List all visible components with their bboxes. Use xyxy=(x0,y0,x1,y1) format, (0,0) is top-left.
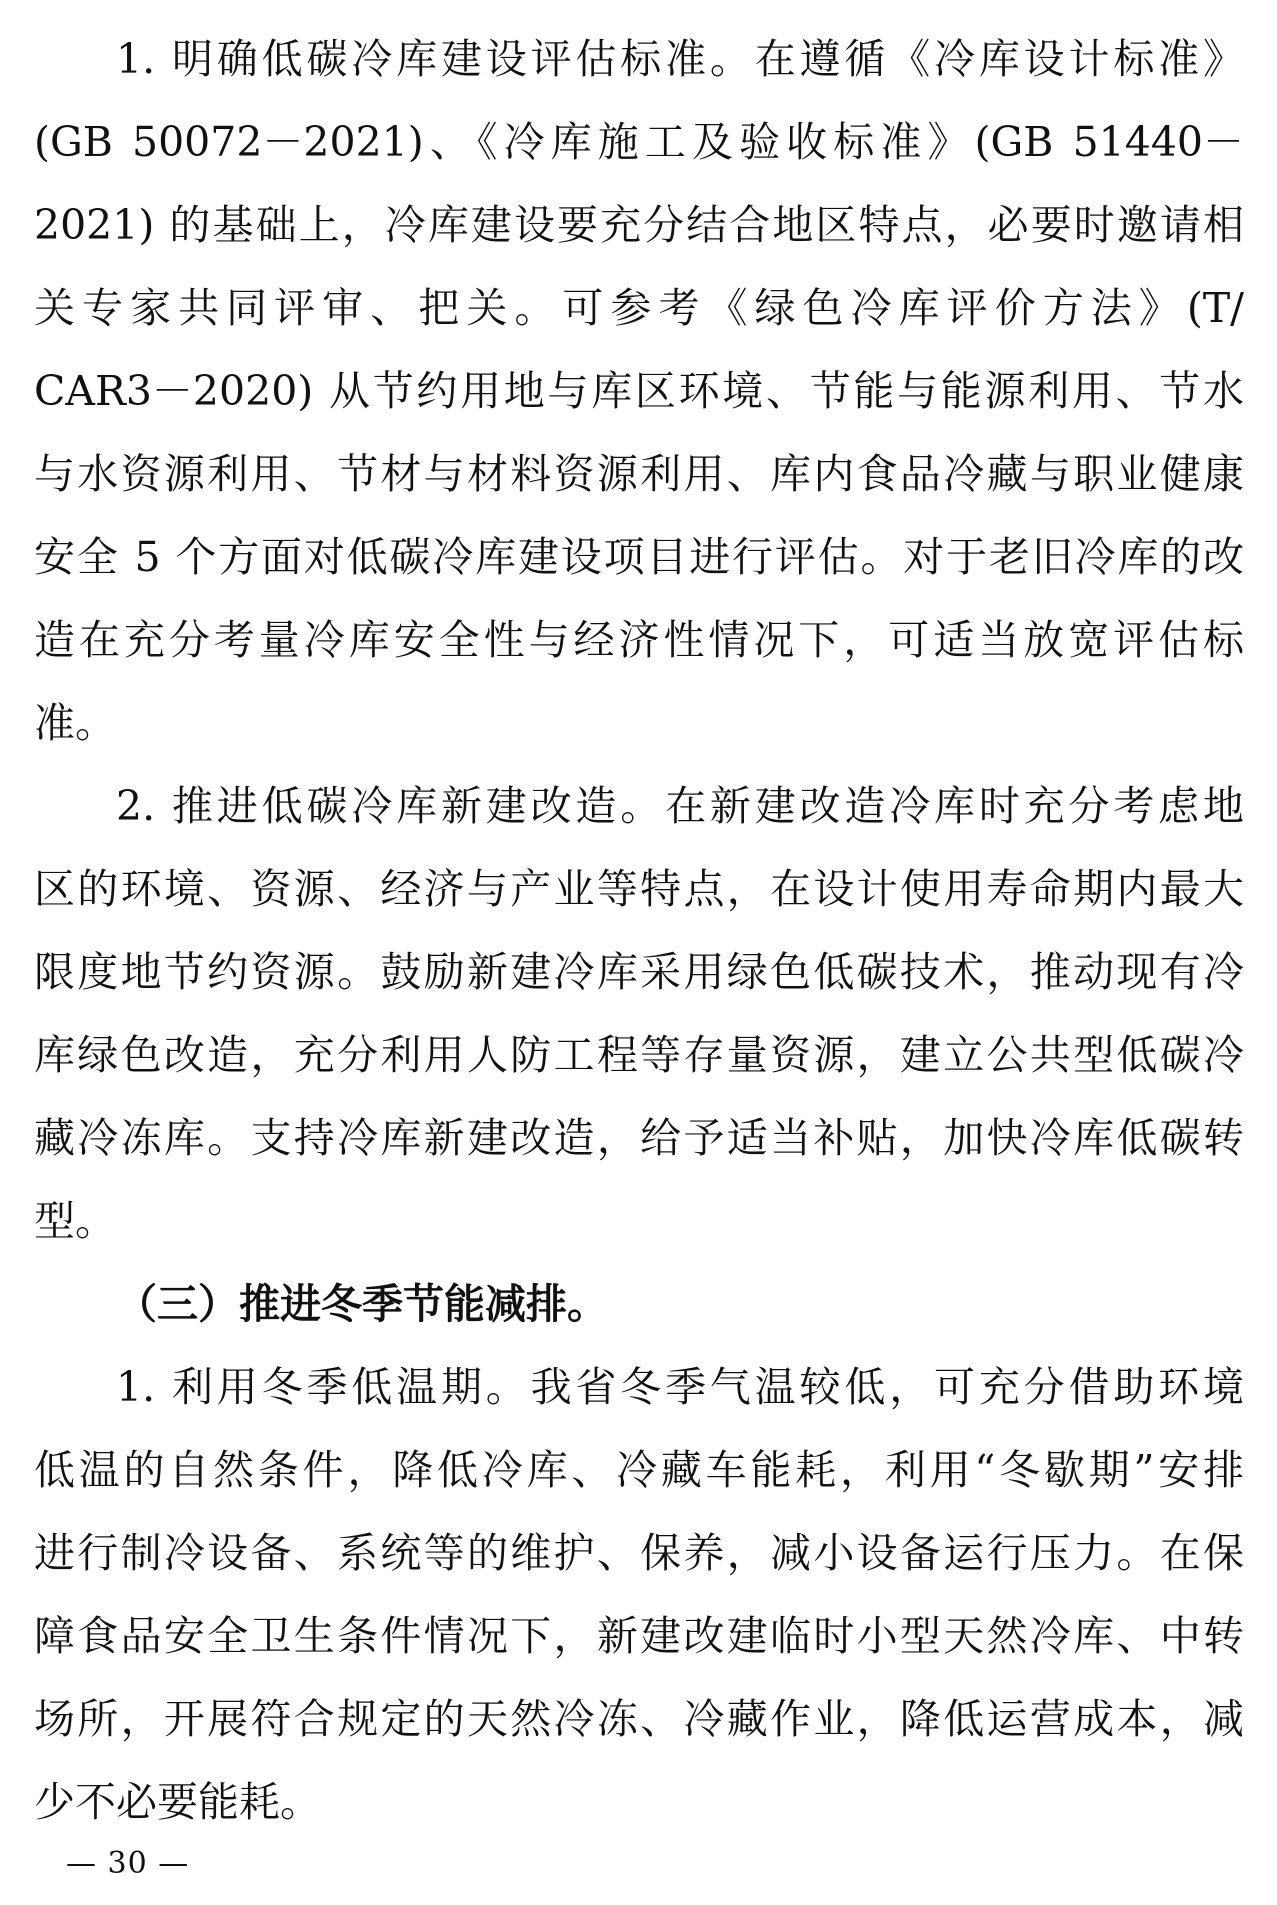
paragraph-3-line-3: 进行制冷设备、系统等的维护、保养，减小设备运行压力。在保 xyxy=(34,1529,1244,1577)
paragraph-1-line-1: 1. 明确低碳冷库建设评估标准。在遵循《冷库设计标准》 xyxy=(116,35,1244,83)
paragraph-1-line-4: 关专家共同评审、把关。可参考《绿色冷库评价方法》(T/ xyxy=(34,284,1244,332)
paragraph-3-line-5: 场所，开展符合规定的天然冷冻、冷藏作业，降低运营成本，减 xyxy=(34,1695,1244,1743)
page-number: — 30 — xyxy=(66,1846,190,1881)
paragraph-2-line-6: 型。 xyxy=(34,1197,116,1245)
paragraph-2-line-1: 2. 推进低碳冷库新建改造。在新建改造冷库时充分考虑地 xyxy=(116,782,1244,830)
paragraph-2-line-3: 限度地节约资源。鼓励新建冷库采用绿色低碳技术，推动现有冷 xyxy=(34,948,1244,996)
paragraph-3-line-1: 1. 利用冬季低温期。我省冬季气温较低，可充分借助环境 xyxy=(116,1363,1244,1411)
paragraph-1-line-3: 2021) 的基础上，冷库建设要充分结合地区特点，必要时邀请相 xyxy=(34,201,1244,249)
paragraph-2-line-4: 库绿色改造，充分利用人防工程等存量资源，建立公共型低碳冷 xyxy=(34,1031,1244,1079)
section-heading: （三）推进冬季节能减排。 xyxy=(116,1280,608,1328)
paragraph-1-line-6: 与水资源利用、节材与材料资源利用、库内食品冷藏与职业健康 xyxy=(34,450,1244,498)
paragraph-2-line-2: 区的环境、资源、经济与产业等特点，在设计使用寿命期内最大 xyxy=(34,865,1244,913)
paragraph-2-line-5: 藏冷冻库。支持冷库新建改造，给予适当补贴，加快冷库低碳转 xyxy=(34,1114,1244,1162)
paragraph-1-line-5: CAR3－2020) 从节约用地与库区环境、节能与能源利用、节水 xyxy=(34,367,1244,415)
paragraph-1-line-7: 安全 5 个方面对低碳冷库建设项目进行评估。对于老旧冷库的改 xyxy=(34,533,1244,581)
paragraph-1-line-9: 准。 xyxy=(34,699,116,747)
paragraph-1-line-2: (GB 50072－2021)、《冷库施工及验收标准》(GB 51440－ xyxy=(34,118,1244,166)
paragraph-3-line-2: 低温的自然条件，降低冷库、冷藏车能耗，利用“冬歇期”安排 xyxy=(34,1446,1244,1494)
document-body xyxy=(34,18,1244,1844)
paragraph-1-line-8: 造在充分考量冷库安全性与经济性情况下，可适当放宽评估标 xyxy=(34,616,1244,664)
paragraph-3-line-6: 少不必要能耗。 xyxy=(34,1778,321,1826)
paragraph-3-line-4: 障食品安全卫生条件情况下，新建改建临时小型天然冷库、中转 xyxy=(34,1612,1244,1660)
